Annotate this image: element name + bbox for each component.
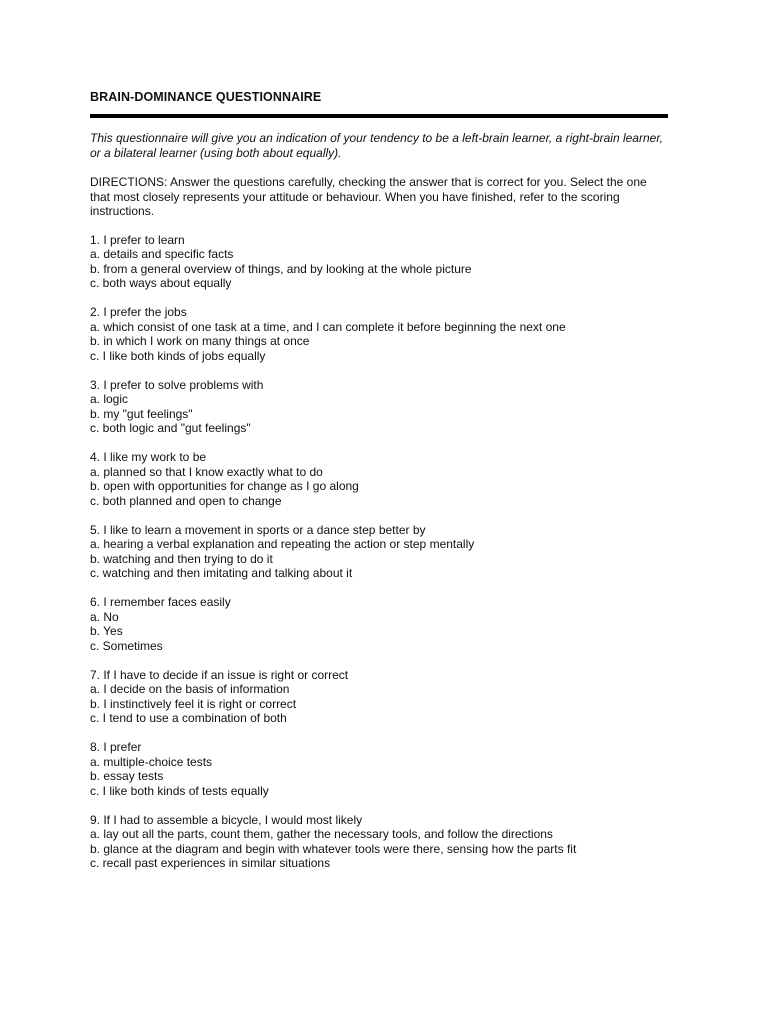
answer-option-a: a. multiple-choice tests [90,754,213,769]
question-prompt: 2. I prefer the jobs [90,305,187,319]
document-page [90,90,670,885]
answer-option-b: b. open with opportunities for change as I go along [90,479,359,493]
answer-option-c: c. I like both kinds of jobs equally [90,348,266,363]
question-8 [90,740,670,798]
answer-option-c: c. both ways about equally [90,276,232,290]
answer-option-b: b. essay tests [90,769,164,783]
answer-option-a: a. which consist of one task at a time, and I can complete it before beginning the next one [90,319,566,334]
answer-option-a: a. I decide on the basis of information [90,682,290,696]
question-prompt: 5. I like to learn a movement in sports or a dance step better by [90,522,426,537]
answer-option-a: a. No [90,609,119,624]
answer-option-a: a. hearing a verbal explanation and repeating the action or step mentally [90,537,475,551]
question-6 [90,595,670,653]
question-4 [90,450,670,508]
answer-option-a: a. planned so that I know exactly what to do [90,464,323,479]
answer-option-c: c. both logic and "gut feelings" [90,421,251,435]
answer-option-b: b. Yes [90,624,123,638]
question-prompt: 8. I prefer [90,740,142,754]
answer-option-c: c. I like both kinds of tests equally [90,783,269,798]
question-prompt: 9. If I had to assemble a bicycle, I would most likely [90,812,363,827]
document-title: BRAIN-DOMINANCE QUESTIONNAIRE [90,90,322,104]
question-5 [90,523,670,581]
question-1 [90,233,670,291]
question-7 [90,668,670,726]
question-2 [90,305,670,363]
question-prompt: 3. I prefer to solve problems with [90,377,264,392]
answer-option-c: c. I tend to use a combination of both [90,711,287,725]
answer-option-b: b. in which I work on many things at once [90,334,310,348]
answer-option-b: b. glance at the diagram and begin with whatever tools were there, sensing how the parts fit [90,841,577,856]
question-9 [90,813,670,871]
answer-option-a: a. lay out all the parts, count them, gather the necessary tools, and follow the directions [90,827,553,841]
intro-text: This questionnaire will give you an indication of your tendency to be a left-brain learner, a right-brain learner, or a bilateral learner (using both about equally). [90,131,663,160]
question-prompt: 4. I like my work to be [90,450,207,464]
answer-option-c: c. both planned and open to change [90,493,282,508]
answer-option-c: c. Sometimes [90,638,163,653]
answer-option-b: b. I instinctively feel it is right or correct [90,696,297,711]
answer-option-c: c. recall past experiences in similar situations [90,856,331,870]
question-prompt: 7. If I have to decide if an issue is right or correct [90,667,349,682]
answer-option-b: b. watching and then trying to do it [90,551,273,566]
answer-option-b: b. from a general overview of things, and by looking at the whole picture [90,261,472,276]
question-list [90,233,670,871]
title-rule [90,114,668,118]
answer-option-a: a. logic [90,392,129,406]
question-prompt: 6. I remember faces easily [90,595,231,609]
question-3 [90,378,670,436]
question-prompt: 1. I prefer to learn [90,232,185,247]
answer-option-c: c. watching and then imitating and talking about it [90,566,353,580]
directions-text: DIRECTIONS: Answer the questions carefully, checking the answer that is correct for you. Select the one that most closely represents your attitude or behaviour. When you have finished, refer to the scoring instructions. [90,175,647,218]
answer-option-b: b. my "gut feelings" [90,406,193,421]
answer-option-a: a. details and specific facts [90,247,234,261]
